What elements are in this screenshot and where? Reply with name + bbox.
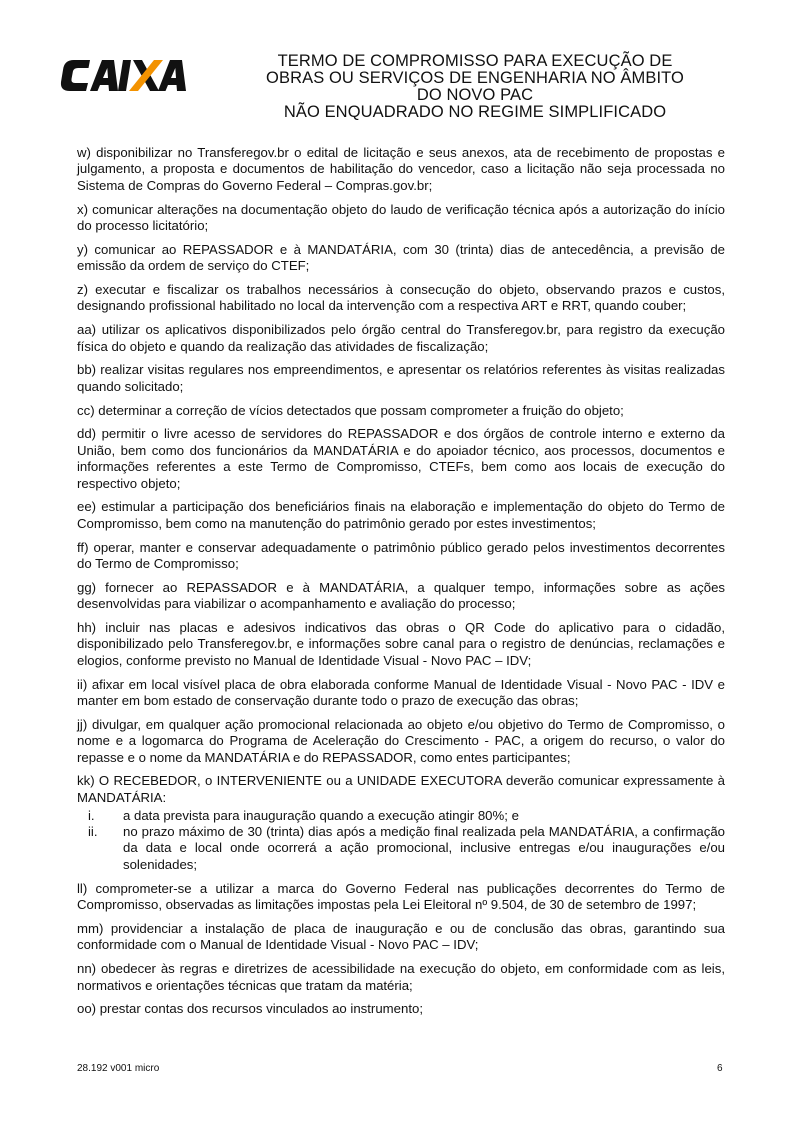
clause-ff: ff) operar, manter e conservar adequadamente o patrimônio público gerado pelos investimentos decorrentes do Termo de Compromisso;	[77, 539, 725, 572]
list-item-text: a data prevista para inauguração quando a execução atingir 80%; e	[123, 807, 519, 823]
clause-ii: ii) afixar em local visível placa de obra elaborada conforme Manual de Identidade Visual - Novo PAC - IDV e manter em bom estado de conservação durante todo o prazo de execução das obras;	[77, 676, 725, 709]
list-item	[77, 824, 725, 873]
title-line: DO NOVO PAC	[416, 86, 534, 104]
clause-ll: ll) comprometer-se a utilizar a marca do Governo Federal nas publicações decorrentes do Termo de Compromisso, observadas as limitações impostas pela Lei Eleitoral nº 9.504, de 30 de setembro de 1997;	[77, 880, 725, 913]
title-line: NÃO ENQUADRADO NO REGIME SIMPLIFICADO	[283, 103, 667, 121]
clause-oo: oo) prestar contas dos recursos vinculados ao instrumento;	[77, 1001, 423, 1017]
clause-dd: dd) permitir o livre acesso de servidores do REPASSADOR e dos órgãos de controle interno e externo da União, bem como dos funcionários da MANDATÁRIA e do apoiador técnico, aos processos, documentos e informações referentes a este Termo de Compromisso, CTEFs, bem como aos locais de execução do respectivo objeto;	[77, 426, 725, 491]
clause-bb: bb) realizar visitas regulares nos empreendimentos, e apresentar os relatórios referentes às visitas realizadas quando solicitado;	[77, 362, 725, 394]
clause-gg: gg) fornecer ao REPASSADOR e à MANDATÁRIA, a qualquer tempo, informações sobre as ações desenvolvidas para viabilizar o acompanhamento e avaliação do processo;	[77, 579, 725, 612]
title-line: TERMO DE COMPROMISSO PARA EXECUÇÃO DE	[277, 52, 673, 70]
list-item-text: no prazo máximo de 30 (trinta) dias após a medição final realizada pela MANDATÁRIA, a confirmação da data e local onde ocorrerá a ação promocional, inclusive entregas e/ou inaugurações e/ou solenidades;	[123, 824, 725, 872]
clause-x: x) comunicar alterações na documentação objeto do laudo de verificação técnica após a autorização do início do processo licitatório;	[77, 201, 725, 234]
list-item	[77, 808, 725, 824]
clause-cc: cc) determinar a correção de vícios detectados que possam comprometer a fruição do objeto;	[77, 402, 624, 418]
document-code: 28.192 v001 micro	[77, 1063, 160, 1074]
clause-w: w) disponibilizar no Transferegov.br o edital de licitação e seus anexos, ata de recebimento de propostas e julgamento, a proposta e documentos de habilitação do vencedor, caso a licitação não seja processada no Sistema de Compras do Governo Federal – Compras.gov.br;	[77, 145, 725, 193]
list-item-number: i.	[88, 807, 95, 823]
clause-jj: jj) divulgar, em qualquer ação promocional relacionada ao objeto e/ou objetivo do Termo de Compromisso, o nome e a logomarca do Programa de Aceleração do Crescimento - PAC, a origem do recurso, o valor do repasse e o nome da MANDATÁRIA e do REPASSADOR, como entes participantes;	[77, 716, 725, 765]
clause-aa: aa) utilizar os aplicativos disponibilizados pelo órgão central do Transferegov.br, para registro da execução física do objeto e quando da realização das atividades de fiscalização;	[77, 322, 725, 354]
document-body	[77, 145, 725, 1025]
clause-y: y) comunicar ao REPASSADOR e à MANDATÁRIA, com 30 (trinta) dias de antecedência, a previsão de emissão da ordem de serviço do CTEF;	[77, 241, 725, 274]
clause-mm: mm) providenciar a instalação de placa de inauguração e ou de conclusão das obras, garantindo sua conformidade com o Manual de Identidade Visual - Novo PAC – IDV;	[77, 920, 725, 953]
caixa-logo	[60, 56, 198, 94]
clause-hh: hh) incluir nas placas e adesivos indicativos das obras o QR Code do aplicativo para o cidadão, disponibilizado pelo Transferegov.br, e informações sobre canal para o registro de denúncias, reclamações e elogios, conforme previsto no Manual de Identidade Visual - Novo PAC – IDV;	[77, 620, 725, 668]
clause-z: z) executar e fiscalizar os trabalhos necessários à consecução do objeto, observando prazos e custos, designando profissional habilitado no local da intervenção com a respectiva ART e RRT, quando couber;	[77, 282, 725, 314]
list-item-number: ii.	[88, 824, 98, 840]
title-line: OBRAS OU SERVIÇOS DE ENGENHARIA NO ÂMBITO	[266, 69, 684, 87]
page-number: 6	[717, 1063, 723, 1074]
clause-ee: ee) estimular a participação dos beneficiários finais na elaboração e implementação do objeto do Termo de Compromisso, bem como na manutenção do patrimônio gerado por estes investimentos;	[77, 499, 725, 531]
clause-nn: nn) obedecer às regras e diretrizes de acessibilidade na execução do objeto, em conformidade com as leis, normativos e orientações técnicas que tratam da matéria;	[77, 961, 725, 993]
document-title	[215, 53, 735, 121]
clause-kk: kk) O RECEBEDOR, o INTERVENIENTE ou a UNIDADE EXECUTORA deverão comunicar expressamente à MANDATÁRIA:	[77, 773, 725, 805]
clause-kk-sublist	[77, 808, 725, 874]
